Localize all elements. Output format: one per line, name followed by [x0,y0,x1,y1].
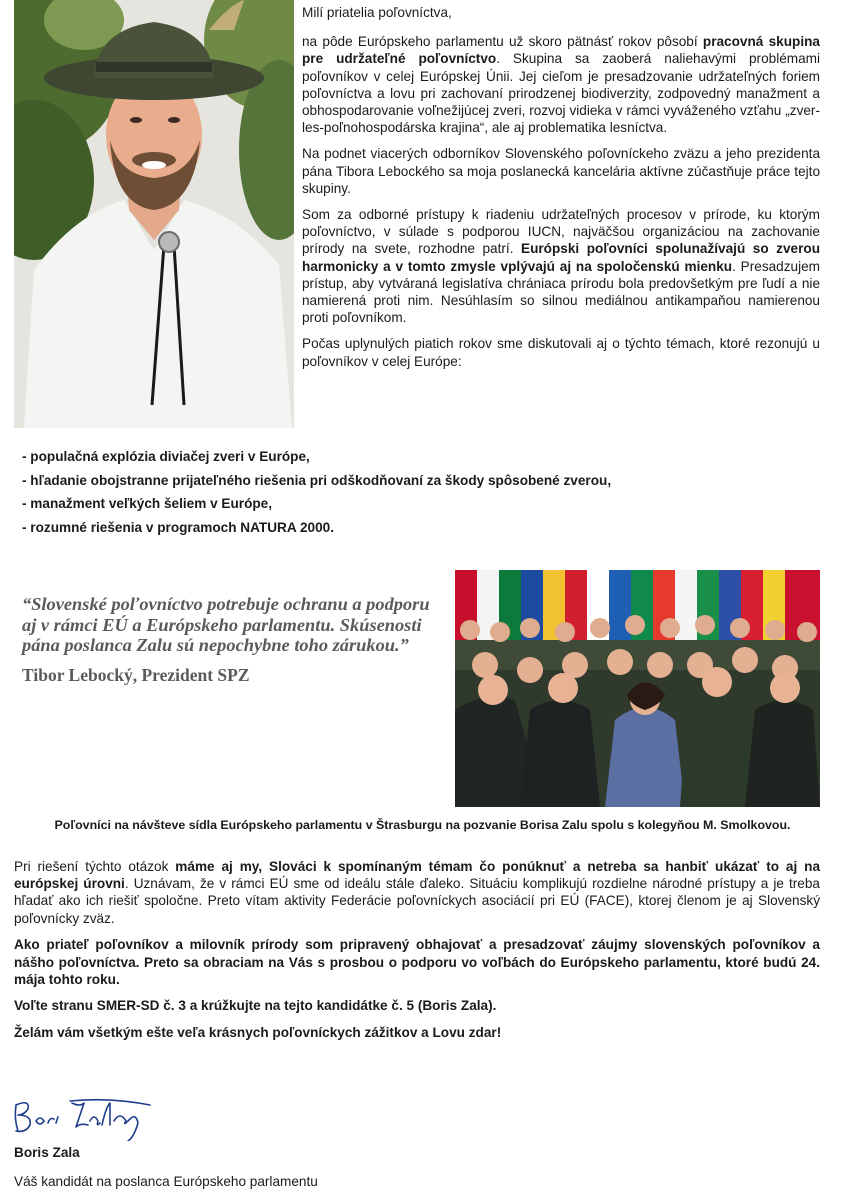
paragraph-appeal [14,936,820,988]
signer-name: Boris Zala [14,1145,80,1160]
p5-text-c: . Uznávam, že v rámci EÚ sme od ideálu stále ďaleko. Situáciu komplikujú rozdielne národné prístupy a je treba hľadať ako ich riešiť spoločne. Preto vítam aktivity Federácie poľovníckych asociácií pri EÚ (FACE), ktorej členom je aj Slovenský poľovnícky zväz. [14,876,820,926]
paragraph-approach [302,206,820,326]
paragraph-spz: Na podnet viacerých odborníkov Slovenského poľovníckeho zväzu a jeho prezidenta pána Tibora Lebockého sa moja poslanecká kancelária aktívne zúčastňuje práce tejto skupiny. [302,146,820,196]
paragraph-slovaks [14,858,820,927]
p7-emphasis: Voľte stranu SMER-SD č. 3 a krúžkujte na tejto kandidátke č. 5 (Boris Zala). [14,998,497,1014]
quote-block [22,594,432,686]
p8-emphasis: Želám vám všetkým ešte veľa krásnych poľovníckych zážitkov a Lovu zdar! [14,1025,502,1041]
p5-text-a: Pri riešení týchto otázok [14,859,176,874]
list-item: - hľadanie obojstranne prijateľného riešenia pri odškodňovaní za škody spôsobené zverou, [22,472,612,488]
group-photo [455,570,820,807]
paragraph-wish [14,1024,820,1041]
paragraph-vote [14,997,820,1014]
quote-author: Tibor Lebocký, Prezident SPZ [22,664,250,685]
quote-text: “Slovenské poľovníctvo potrebuje ochranu a podporu aj v rámci EÚ a Európskeho parlamentu. Skúsenosti pána poslanca Zalu sú nepochybne toho zárukou.” [22,594,430,655]
signer-role: Váš kandidát na poslanca Európskeho parlamentu [14,1174,318,1189]
list-item: - populačná explózia diviačej zveri v Európe, [22,449,310,464]
paragraph-topics-intro: Počas uplynulých piatich rokov sme diskutovali aj o týchto témach, ktoré rezonujú u poľovníkov v celej Európe: [302,336,820,369]
p5-emphasis: máme aj my, Slováci k spomínaným témam čo ponúknuť a netreba sa hanbiť ukázať to aj na európskej úrovni [14,859,821,892]
p6-emphasis: Ako priateľ poľovníkov a milovník prírody som pripravený obhajovať a presadzovať záujmy slovenských poľovníkov a nášho poľovníctva. Preto sa obraciam na Vás s prosbou o podporu vo voľbách do Európskeho parlamentu, ktoré budú 24. mája tohto roku. [14,937,820,987]
p3-text-c: . Presadzujem prístup, aby vytváraná legislatíva chrániaca prírodu bola predovšetkým pre ľudí a nie namierená proti nim. Nesúhlasím so silnou mediálnou antikampaňou namierenou proti poľovníkom. [302,258,820,326]
photo-caption: Poľovníci na návšteve sídla Európskeho parlamentu v Štrasburgu na pozvanie Borisa Zalu spolu s kolegyňou M. Smolkovou. [54,818,791,832]
closing-section [14,858,820,1051]
p3-emphasis: Európski poľovníci spolunažívajú so zverou harmonicky a v tomto zmysle vplývajú aj na spoločenskú mienku [302,241,820,274]
p1-text-c: . Skupina sa zaoberá naliehavými problémami poľovníkov v celej Európskej Únii. Jej cieľom je presadzovanie udržateľných foriem poľovníctva a lovu pri zachovaní prirodzenej biodiverzity, zodpovedný manažment a obhospodarovanie voľnežijúcej zveri, rozvoj vidieka v rámci vyváženého vzťahu „zver-les-poľnohospodárska krajina“, ale aj problematika lesníctva. [302,51,821,136]
greeting: Milí priatelia poľovníctva, [302,5,452,20]
p1-text-a: na pôde Európskeho parlamentu už skoro pätnásť rokov pôsobí [302,34,703,50]
topics-list [22,448,682,542]
list-item: - manažment veľkých šeliem v Európe, [22,496,273,511]
portrait-photo [14,0,294,428]
handwritten-signature [10,1097,160,1141]
list-item: - rozumné riešenia v programoch NATURA 2000. [22,519,334,535]
intro-column [302,4,820,379]
p1-emphasis: pracovná skupina pre udržateľné poľovníctvo [302,34,820,67]
p3-text-a: Som za odborné prístupy k riadeniu udržateľných procesov v prírode, ku ktorým poľovníctvo, v súlade s podporou IUCN, najväčšou organizáciou na zachovanie prírody na svete, rozhodne patrí. [302,207,820,257]
paragraph-working-group [302,33,820,136]
